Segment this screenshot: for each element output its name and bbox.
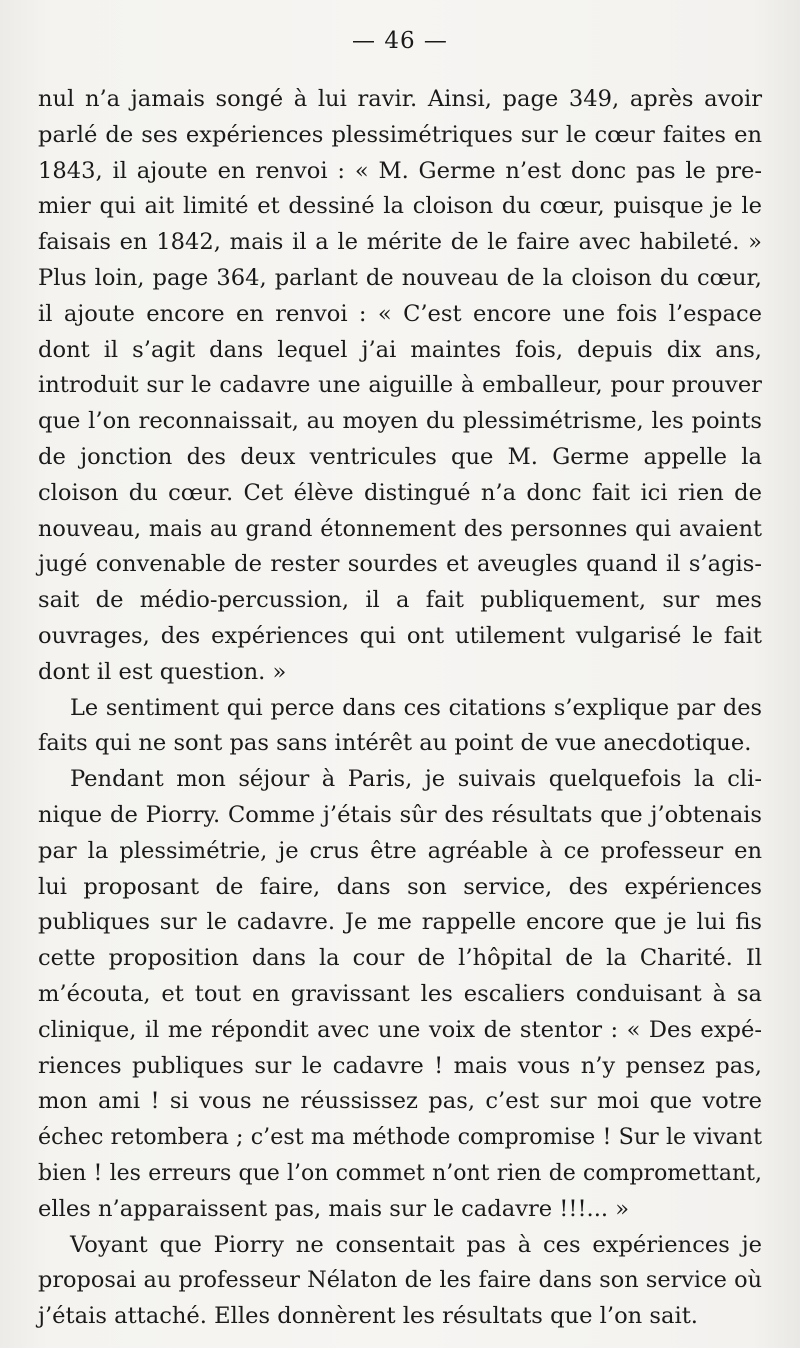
text-line: cloison du cœur. Cet élève distingué n’a donc fait ici rien de bbox=[38, 479, 762, 506]
text-line: elles n’apparaissent pas, mais sur le cadavre !!!... » bbox=[38, 1195, 630, 1222]
text-line: bien ! les erreurs que l’on commet n’ont rien de compromettant, bbox=[38, 1160, 762, 1186]
text-line: échec retombera ; c’est ma méthode compromise ! Sur le vivant bbox=[38, 1124, 762, 1151]
text-line: dont il s’agit dans lequel j’ai maintes fois, depuis dix ans, bbox=[38, 336, 762, 363]
text-line: Pendant mon séjour à Paris, je suivais quelquefois la cli- bbox=[70, 766, 762, 793]
page-number: — 46 — bbox=[352, 28, 448, 54]
text-line: introduit sur le cadavre une aiguille à emballeur, pour prouver bbox=[38, 372, 762, 399]
text-line: 1843, il ajoute en renvoi : « M. Germe n’est donc pas le pre- bbox=[38, 157, 762, 184]
text-line: jugé convenable de rester sourdes et aveugles quand il s’agis- bbox=[38, 551, 762, 578]
text-block bbox=[38, 82, 762, 1335]
text-line: ouvrages, des expériences qui ont utilement vulgarisé le fait bbox=[38, 622, 762, 649]
text-line: nouveau, mais au grand étonnement des personnes qui avaient bbox=[38, 515, 762, 542]
text-line: nique de Piorry. Comme j’étais sûr des résultats que j’obtenais bbox=[38, 801, 762, 828]
text-line: clinique, il me répondit avec une voix de stentor : « Des expé- bbox=[38, 1016, 762, 1043]
text-line: nul n’a jamais songé à lui ravir. Ainsi, page 349, après avoir bbox=[38, 86, 762, 112]
text-line: il ajoute encore en renvoi : « C’est encore une fois l’espace bbox=[38, 300, 762, 327]
text-line: j’étais attaché. Elles donnèrent les résultats que l’on sait. bbox=[38, 1303, 698, 1330]
text-line: que l’on reconnaissait, au moyen du plessimétrisme, les points bbox=[38, 408, 762, 435]
paragraph-3 bbox=[38, 762, 762, 1227]
paragraph-1 bbox=[38, 82, 762, 691]
text-line: proposai au professeur Nélaton de les faire dans son service où bbox=[38, 1267, 762, 1294]
text-line: par la plessimétrie, je crus être agréable à ce professeur en bbox=[38, 837, 762, 864]
text-line: cette proposition dans la cour de l’hôpital de la Charité. Il bbox=[38, 945, 762, 972]
paragraph-2 bbox=[38, 691, 762, 763]
text-line: faisais en 1842, mais il a le mérite de le faire avec habileté. » bbox=[38, 229, 762, 256]
text-line: mon ami ! si vous ne réussissez pas, c’est sur moi que votre bbox=[38, 1088, 762, 1115]
text-line: m’écouta, et tout en gravissant les escaliers conduisant à sa bbox=[38, 980, 762, 1007]
text-line: de jonction des deux ventricules que M. Germe appelle la bbox=[38, 443, 762, 470]
text-line: lui proposant de faire, dans son service, des expériences bbox=[38, 873, 762, 900]
text-line: parlé de ses expériences plessimétriques sur le cœur faites en bbox=[38, 121, 762, 148]
text-line: riences publiques sur le cadavre ! mais vous n’y pensez pas, bbox=[38, 1052, 762, 1079]
text-line: faits qui ne sont pas sans intérêt au point de vue anecdotique. bbox=[38, 730, 752, 757]
paragraph-4 bbox=[38, 1228, 762, 1335]
text-line: sait de médio-percussion, il a fait publiquement, sur mes bbox=[38, 587, 762, 614]
text-line: Le sentiment qui perce dans ces citations s’explique par des bbox=[70, 694, 762, 721]
text-line: mier qui ait limité et dessiné la cloison du cœur, puisque je le bbox=[38, 193, 762, 220]
text-line: publiques sur le cadavre. Je me rappelle encore que je lui fis bbox=[38, 909, 762, 936]
text-line: Voyant que Piorry ne consentait pas à ces expériences je bbox=[70, 1231, 762, 1258]
text-line: Plus loin, page 364, parlant de nouveau de la cloison du cœur, bbox=[38, 264, 762, 291]
text-line: dont il est question. » bbox=[38, 658, 287, 685]
